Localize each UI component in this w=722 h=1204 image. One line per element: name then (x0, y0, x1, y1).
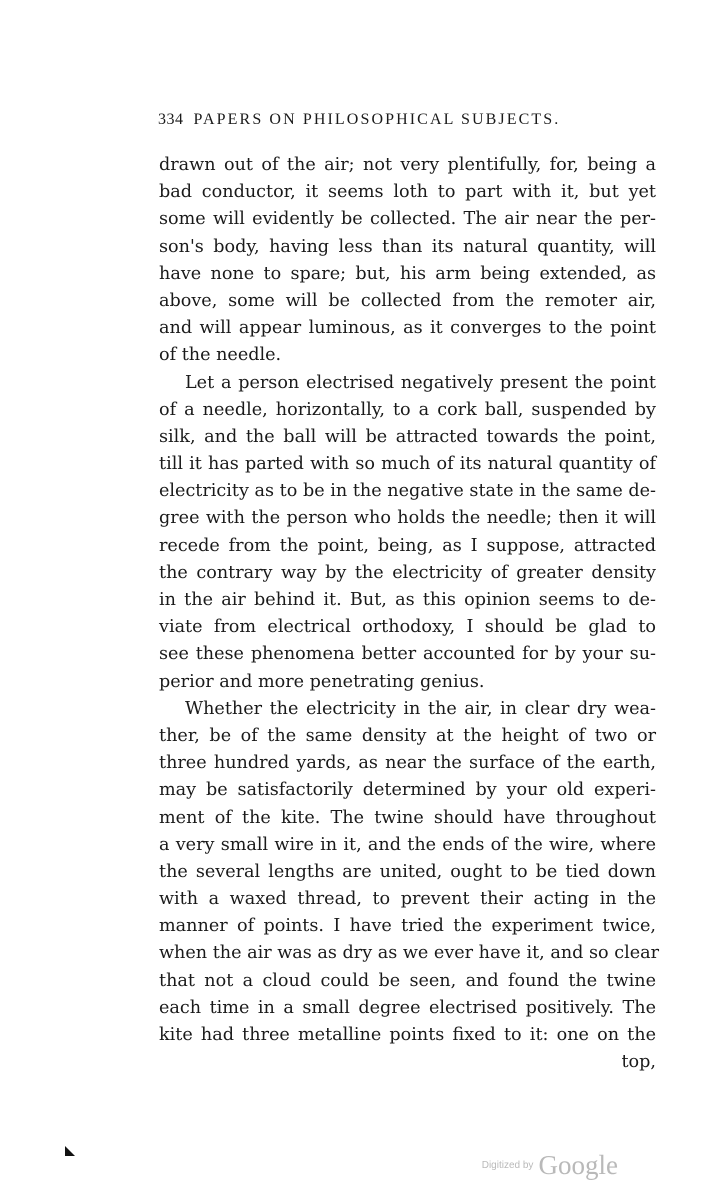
text-line: perior and more penetrating genius. (159, 671, 485, 692)
text-line: viate from electrical orthodoxy, I should be glad to (159, 617, 656, 638)
google-logo: Google (538, 1150, 618, 1180)
text-line: son's body, having less than its natural quantity, will (159, 236, 656, 257)
text-line: have none to spare; but, his arm being extended, as (159, 263, 656, 284)
text-line: of a needle, horizontally, to a cork ball, suspended by (159, 399, 656, 420)
text-line: may be satisfactorily determined by your old experi- (159, 780, 656, 801)
text-line: each time in a small degree electrised positively. The (159, 997, 656, 1018)
text-line: that not a cloud could be seen, and found the twine (159, 970, 656, 991)
printer-mark-icon (65, 1146, 75, 1156)
text-line: ther, be of the same density at the height of two or (159, 725, 656, 746)
text-line: some will evidently be collected. The air near the per- (159, 209, 656, 230)
text-line: bad conductor, it seems loth to part with it, but yet (159, 182, 656, 203)
text-line: with a waxed thread, to prevent their acting in the (159, 889, 656, 910)
text-line: in the air behind it. But, as this opinion seems to de- (159, 590, 656, 610)
page-number: 334 (158, 111, 184, 128)
running-head (158, 111, 603, 129)
paragraph-start-line: Whether the electricity in the air, in clear dry wea- (185, 698, 656, 719)
text-line: electricity as to be in the negative state in the same de- (159, 481, 656, 502)
text-line: above, some will be collected from the remoter air, (159, 290, 656, 311)
catchword: top, (621, 1052, 656, 1073)
text-line: a very small wire in it, and the ends of the wire, where (159, 834, 656, 855)
text-line: of the needle. (159, 345, 282, 366)
watermark-prefix: Digitized by (481, 1160, 534, 1171)
running-title: PAPERS ON PHILOSOPHICAL SUBJECTS. (193, 111, 561, 128)
text-line: the contrary way by the electricity of greater density (159, 562, 656, 583)
body-text (159, 152, 660, 1076)
text-line: silk, and the ball will be attracted towards the point, (159, 426, 656, 447)
text-line: manner of points. I have tried the experiment twice, (159, 916, 656, 937)
text-line: and will appear luminous, as it converges to the point (159, 318, 656, 339)
text-line: gree with the person who holds the needle; then it will (159, 508, 656, 529)
text-line: the several lengths are united, ought to be tied down (159, 861, 656, 882)
digitized-watermark (482, 1150, 618, 1181)
paragraph-start-line: Let a person electrised negatively present the point (185, 372, 656, 393)
text-line: till it has parted with so much of its natural quantity of (159, 454, 656, 475)
text-line: recede from the point, being, as I suppose, attracted (159, 535, 656, 556)
text-line: kite had three metalline points fixed to it: one on the (159, 1025, 656, 1045)
text-line: drawn out of the air; not very plentifully, for, being a (159, 155, 656, 175)
text-line: ment of the kite. The twine should have throughout (159, 807, 656, 828)
text-line: see these phenomena better accounted for by your su- (159, 644, 656, 665)
text-line: when the air was as dry as we ever have it, and so clear (159, 943, 660, 964)
text-line: three hundred yards, as near the surface of the earth, (159, 753, 656, 774)
